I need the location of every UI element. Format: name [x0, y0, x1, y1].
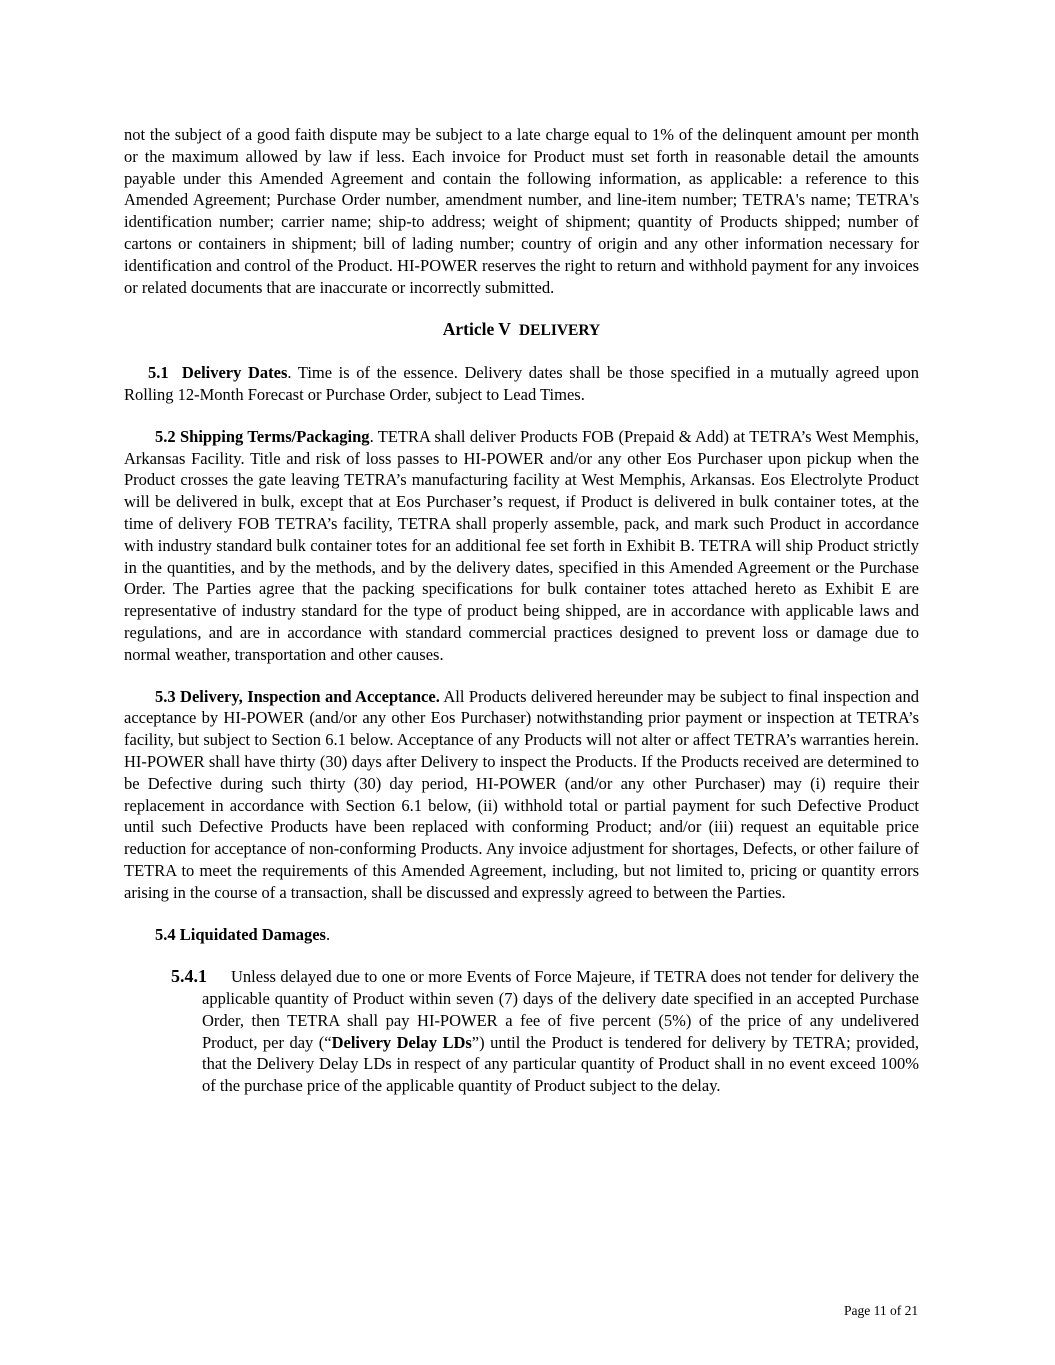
- section-5-2: [124, 426, 919, 666]
- section-5-3-body: All Products delivered hereunder may be subject to final inspection and acceptance by HI-POWER (and/or any other Eos Purchaser) notwithstanding prior payment or inspection at TETRA’s facility, but subject to Section 6.1 below. Acceptance of any Products will not alter or affect TETRA’s warranties herein. HI-POWER shall have thirty (30) days after Delivery to inspect the Products. If the Products received are determined to be Defective during such thirty (30) day period, HI-POWER (and/or any other Purchaser) may (i) require their replacement in accordance with Section 6.1 below, (ii) withhold total or partial payment for such Defective Product until such Defective Products have been replaced with conforming Product; and/or (iii) request an equitable price reduction for acceptance of non-conforming Products. Any invoice adjustment for shortages, Defects, or other failure of TETRA to meet the requirements of this Amended Agreement, including, but not limited to, pricing or quantity errors arising in the course of a transaction, shall be discussed and expressly agreed to between the Parties.: [124, 686, 919, 902]
- section-5-3-number: 5.3: [155, 686, 176, 706]
- section-5-1-number: 5.1: [148, 363, 169, 383]
- section-5-3: [124, 686, 919, 904]
- section-5-4-title: Liquidated Damages: [179, 924, 326, 944]
- section-5-2-title-punct: .: [369, 426, 374, 446]
- section-5-2-body: TETRA shall deliver Products FOB (Prepaid & Add) at TETRA’s West Memphis, Arkansas Facility. Title and risk of loss passes to HI-POWER and/or any other Eos Purchaser upon pickup when the Product crosses the gate leaving TETRA’s manufacturing facility at West Memphis, Arkansas. Eos Electrolyte Product will be delivered in bulk, except that at Eos Purchaser’s request, if Product is delivered in bulk container totes, at the time of delivery FOB TETRA’s facility, TETRA shall properly assemble, pack, and mark such Product in accordance with industry standard bulk container totes for an additional fee set forth in Exhibit B. TETRA will ship Product strictly in the quantities, and by the methods, and by the delivery dates, specified in this Amended Agreement or the Purchase Order. The Parties agree that the packing specifications for bulk container totes attached hereto as Exhibit E are representative of industry standard for the type of product being shipped, are in accordance with applicable laws and regulations, and are in accordance with standard commercial practices designed to prevent loss or damage due to normal weather, transportation and other causes.: [124, 426, 920, 664]
- section-5-4: [124, 924, 919, 946]
- document-page: [124, 124, 919, 1097]
- section-5-4-1-number: 5.4.1: [171, 966, 207, 987]
- page-number-footer: Page 11 of 21: [844, 1303, 919, 1318]
- section-5-4-1-body-after: ”) until the Product is tendered for delivery by TETRA; provided, that the Delivery Delay LDs in respect of any particular quantity of Product shall in no event exceed 100% of the purchase price of the applicable quantity of Product subject to the delay.: [202, 1032, 919, 1096]
- section-5-4-1: [171, 966, 919, 1097]
- section-5-1-title: Delivery Dates: [181, 363, 288, 383]
- article-subtitle: DELIVERY: [518, 322, 601, 340]
- section-5-3-title: Delivery, Inspection and Acceptance.: [180, 686, 440, 706]
- section-5-1-body: Time is of the essence. Delivery dates shall be those specified in a mutually agreed upon Rolling 12-Month Forecast or Purchase Order, subject to Lead Times.: [124, 363, 919, 404]
- section-5-4-title-punct: .: [325, 924, 331, 944]
- section-5-4-number: 5.4: [155, 924, 176, 944]
- section-5-2-number: 5.2: [155, 426, 176, 446]
- intro-paragraph: not the subject of a good faith dispute may be subject to a late charge equal to 1% of the delinquent amount per month or the maximum allowed by law if less. Each invoice for Product must set forth in reasonable detail the amounts payable under this Amended Agreement and contain the following information, as applicable: a reference to this Amended Agreement; Purchase Order number, amendment number, and line-item number; TETRA's name; TETRA's identification number; carrier name; ship-to address; weight of shipment; quantity of Products shipped; number of cartons or containers in shipment; bill of lading number; country of origin and any other information necessary for identification and control of the Product. HI-POWER reserves the right to return and withhold payment for any invoices or related documents that are inaccurate or incorrectly submitted.: [124, 125, 919, 297]
- section-5-4-1-body-before: Unless delayed due to one or more Events of Force Majeure, if TETRA does not tender for delivery the applicable quantity of Product within seven (7) days of the delivery date specified in an accepted Purchase Order, then TETRA shall pay HI-POWER a fee of five percent (5%) of the price of any undelivered Product, per day (“: [202, 967, 919, 1052]
- defined-term-delivery-delay-lds: Delivery Delay LDs: [331, 1032, 472, 1052]
- article-heading: [124, 319, 919, 342]
- section-5-1: [124, 362, 919, 406]
- article-title: Article V: [442, 319, 511, 340]
- section-5-2-title: Shipping Terms/Packaging: [179, 426, 370, 446]
- section-5-1-title-punct: .: [287, 363, 292, 383]
